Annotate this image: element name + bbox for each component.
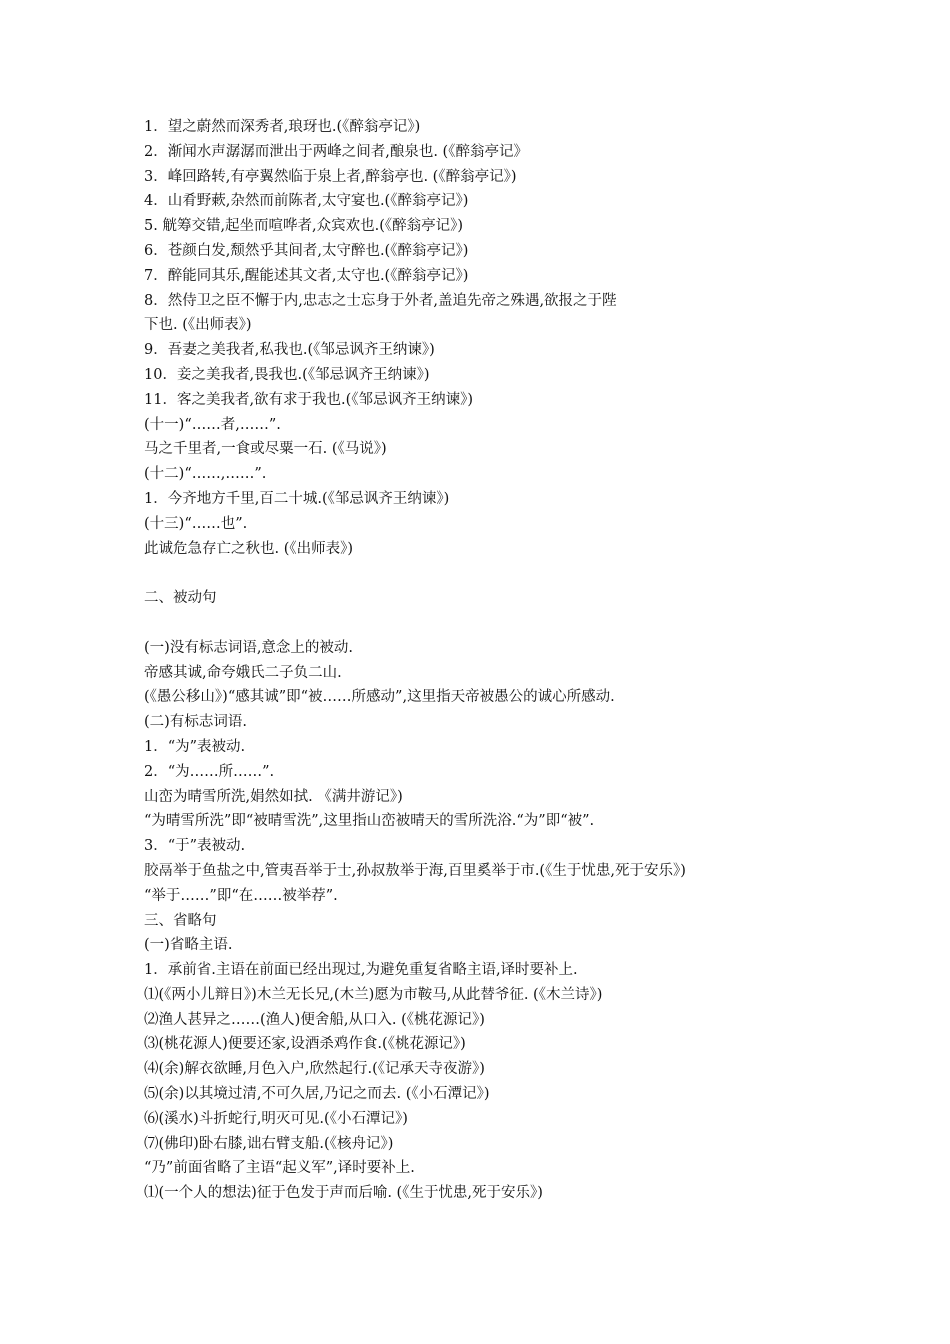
text-line: 9．吾妻之美我者,私我也.(《邹忌讽齐王纳谏》): [144, 342, 435, 359]
text-line: ⑴(一个人的想法)征于色发于声而后喻. (《生于忧患,死于安乐》): [144, 1185, 543, 1202]
text-line: ⑺(佛印)卧右膝,诎右臂支船.(《核舟记》): [144, 1135, 394, 1152]
blank-line: [144, 561, 824, 586]
section-heading: (十一)“……者,……”.: [144, 416, 281, 433]
text-line: 3．峰回路转,有亭翼然临于泉上者,醉翁亭也. (《醉翁亭记》): [144, 168, 517, 185]
text-line: 1．“为”表被动.: [144, 738, 246, 755]
text-line: 11．客之美我者,欲有求于我也.(《邹忌讽齐王纳谏》): [144, 391, 473, 408]
text-line: 8．然侍卫之臣不懈于内,忠志之士忘身于外者,盖追先帝之殊遇,欲报之于陛: [144, 292, 617, 309]
section-heading: (一)没有标志词语,意念上的被动.: [144, 639, 354, 656]
text-line: 1．今齐地方千里,百二十城.(《邹忌讽齐王纳谏》): [144, 490, 450, 507]
text-line: 下也. (《出师表》): [144, 317, 252, 334]
text-line: 山峦为晴雪所洗,娟然如拭. 《满井游记》): [144, 788, 403, 805]
document-body: [144, 115, 824, 1206]
text-line: 马之千里者,一食或尽粟一石. (《马说》): [144, 441, 387, 458]
text-line: 10．妾之美我者,畏我也.(《邹忌讽齐王纳谏》): [144, 366, 430, 383]
text-line: 5. 觥筹交错,起坐而喧哗者,众宾欢也.(《醉翁亭记》): [144, 218, 464, 235]
text-line: 3．“于”表被动.: [144, 838, 246, 855]
section-heading: (二)有标志词语.: [144, 714, 247, 731]
section-heading: (十二)“……,……”.: [144, 466, 267, 483]
chapter-heading: 三、省略句: [144, 912, 217, 929]
text-line: “举于……”即“在……被举荐”.: [144, 887, 338, 904]
text-line: “为晴雪所洗”即“被晴雪洗”,这里指山峦被晴天的雪所洗浴.“为”即“被”.: [144, 813, 595, 830]
text-line: 7．醉能同其乐,醒能述其文者,太守也.(《醉翁亭记》): [144, 267, 469, 284]
text-line: 4．山肴野蔌,杂然而前陈者,太守宴也.(《醉翁亭记》): [144, 193, 469, 210]
chapter-heading: 二、被动句: [144, 590, 217, 607]
section-heading: (十三)“……也”.: [144, 515, 248, 532]
text-line: 胶鬲举于鱼盐之中,管夷吾举于士,孙叔敖举于海,百里奚举于市.(《生于忧患,死于安乐》): [144, 862, 686, 879]
text-line: 帝感其诚,命夸娥氏二子负二山.: [144, 664, 342, 681]
text-line: 2．“为……所……”.: [144, 763, 275, 780]
text-line: “乃”前面省略了主语“起义军”,译时要补上.: [144, 1160, 415, 1177]
text-line: 此诚危急存亡之秋也. (《出师表》): [144, 540, 354, 557]
text-line: ⑶(桃花源人)便要还家,设酒杀鸡作食.(《桃花源记》): [144, 1036, 466, 1053]
text-line: ⑹(溪水)斗折蛇行,明灭可见.(《小石潭记》): [144, 1110, 408, 1127]
text-line: 1．望之蔚然而深秀者,琅玡也.(《醉翁亭记》): [144, 119, 421, 135]
text-line: ⑷(余)解衣欲睡,月色入户,欣然起行.(《记承天寺夜游》): [144, 1061, 485, 1078]
text-line: ⑸(余)以其境过清,不可久居,乃记之而去. (《小石潭记》): [144, 1086, 490, 1103]
text-line: 1．承前省.主语在前面已经出现过,为避免重复省略主语,译时要补上.: [144, 962, 578, 979]
text-line: 6．苍颜白发,颓然乎其间者,太守醉也.(《醉翁亭记》): [144, 242, 469, 259]
blank-line: [144, 611, 824, 636]
text-line: 2．渐闻水声潺潺而泄出于两峰之间者,酿泉也. (《醉翁亭记》: [144, 143, 528, 160]
text-line: ⑵渔人甚异之……(渔人)便舍船,从口入. (《桃花源记》): [144, 1011, 485, 1028]
text-line: (《愚公移山》)“感其诚”即“被……所感动”,这里指天帝被愚公的诚心所感动.: [144, 689, 615, 706]
text-line: ⑴(《两小儿辩日》)木兰无长兄,(木兰)愿为市鞍马,从此替爷征. (《木兰诗》): [144, 986, 603, 1003]
section-heading: (一)省略主语.: [144, 937, 233, 954]
